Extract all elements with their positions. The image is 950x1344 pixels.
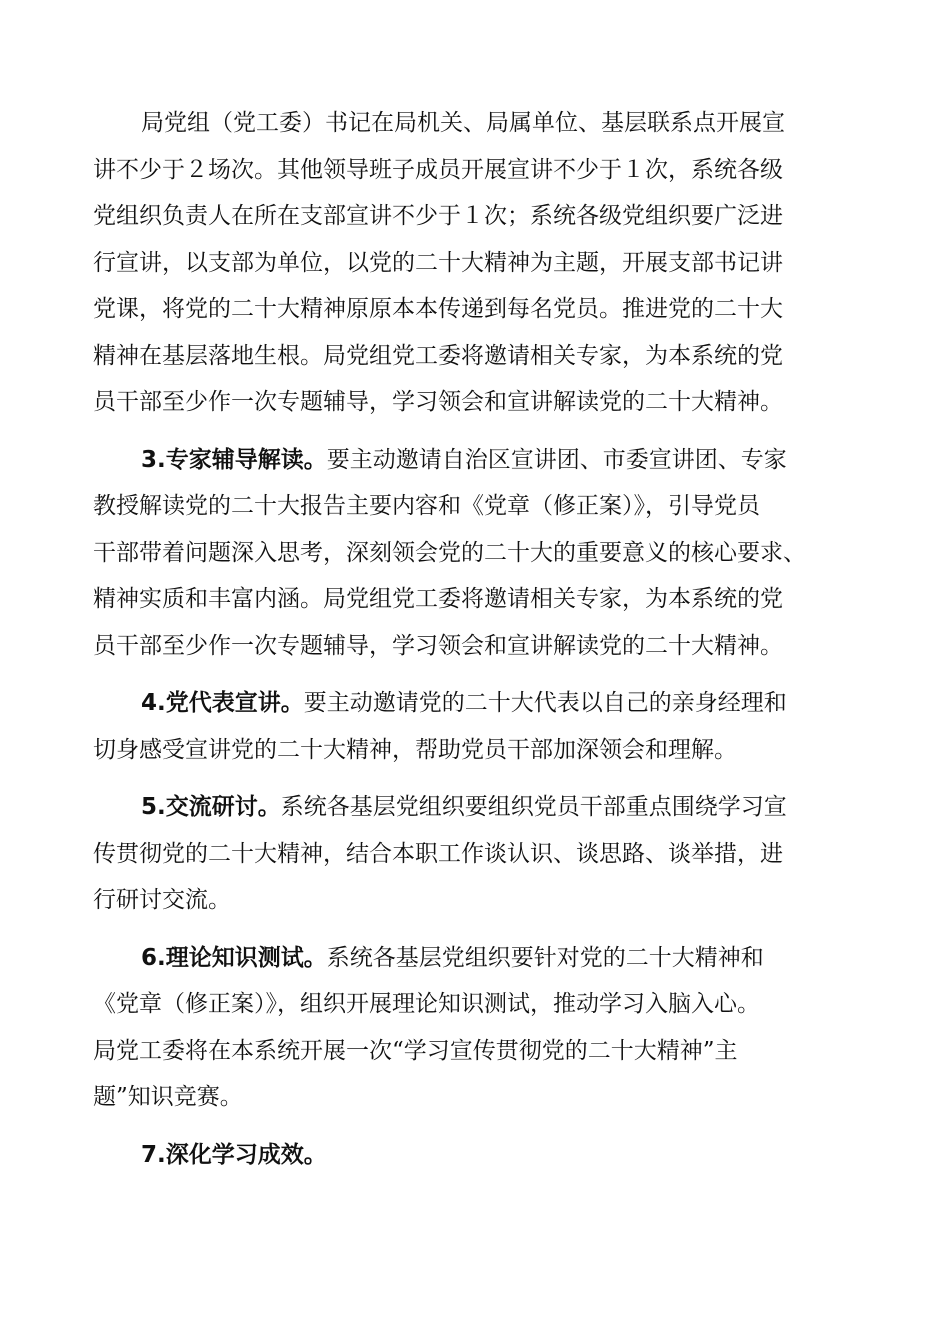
text-line: 精神实质和丰富内涵。局党组党工委将邀请相关专家，为本系统的党 [93,586,783,612]
text-line: 员干部至少作一次专题辅导，学习领会和宣讲解读党的二十大精神。 [93,632,783,659]
text-line [93,1132,893,1179]
text-line: 题”知识竞赛。 [93,1084,243,1110]
text-line: 教授解读党的二十大报告主要内容和《党章（修正案）》，引导党员 [93,493,760,519]
section-heading: 3.专家辅导解读。 [141,446,327,473]
text-run: 系统各基层党组织要针对党的二十大精神和 [326,944,764,971]
text-line: 讲不少于２场次。其他领导班子成员开展宣讲不少于１次，系统各级 [93,156,783,183]
paragraph-theory-test [93,935,893,1121]
text-line: 局党组（党工委）书记在局机关、局属单位、基层联系点开展宣 [141,110,785,136]
section-heading: 6.理论知识测试。 [141,944,327,971]
text-line [93,680,893,727]
text-line [93,784,893,831]
text-line: 传贯彻党的二十大精神，结合本职工作谈认识、谈思路、谈举措，进 [93,840,783,867]
text-line: 行研讨交流。 [93,887,231,913]
text-run: 要主动邀请党的二十大代表以自己的亲身经理和 [303,690,787,716]
text-run: 系统各基层党组织要组织党员干部重点围绕学习宣 [280,794,787,820]
text-line [93,437,893,484]
paragraph-expert-guidance [93,437,893,670]
paragraph-leader-lectures [93,100,893,426]
text-line: 党组织负责人在所在支部宣讲不少于１次；系统各级党组织要广泛进 [93,203,783,229]
section-heading: 5.交流研讨。 [141,794,281,820]
text-line: 行宣讲，以支部为单位，以党的二十大精神为主题，开展支部书记讲 [93,249,783,276]
document-body [93,100,893,1178]
text-line: 干部带着问题深入思考，深刻领会党的二十大的重要意义的核心要求、 [93,539,806,566]
section-heading: 7.深化学习成效。 [141,1141,327,1168]
paragraph-exchange-discussion [93,784,893,924]
text-line: 员干部至少作一次专题辅导，学习领会和宣讲解读党的二十大精神。 [93,389,783,415]
text-line: 切身感受宣讲党的二十大精神，帮助党员干部加深领会和理解。 [93,736,737,763]
paragraph-delegate-lectures [93,680,893,773]
text-line [93,935,893,982]
text-line: 党课，将党的二十大精神原原本本传递到每名党员。推进党的二十大 [93,296,783,322]
text-line: 《党章（修正案）》，组织开展理论知识测试，推动学习入脑入心。 [93,991,760,1017]
paragraph-deepen-results [93,1132,893,1179]
section-heading: 4.党代表宣讲。 [141,690,304,716]
text-line: 精神在基层落地生根。局党组党工委将邀请相关专家，为本系统的党 [93,342,783,369]
text-line: 局党工委将在本系统开展一次“学习宣传贯彻党的二十大精神”主 [93,1037,738,1064]
text-run: 要主动邀请自治区宣讲团、市委宣讲团、专家 [326,446,787,473]
